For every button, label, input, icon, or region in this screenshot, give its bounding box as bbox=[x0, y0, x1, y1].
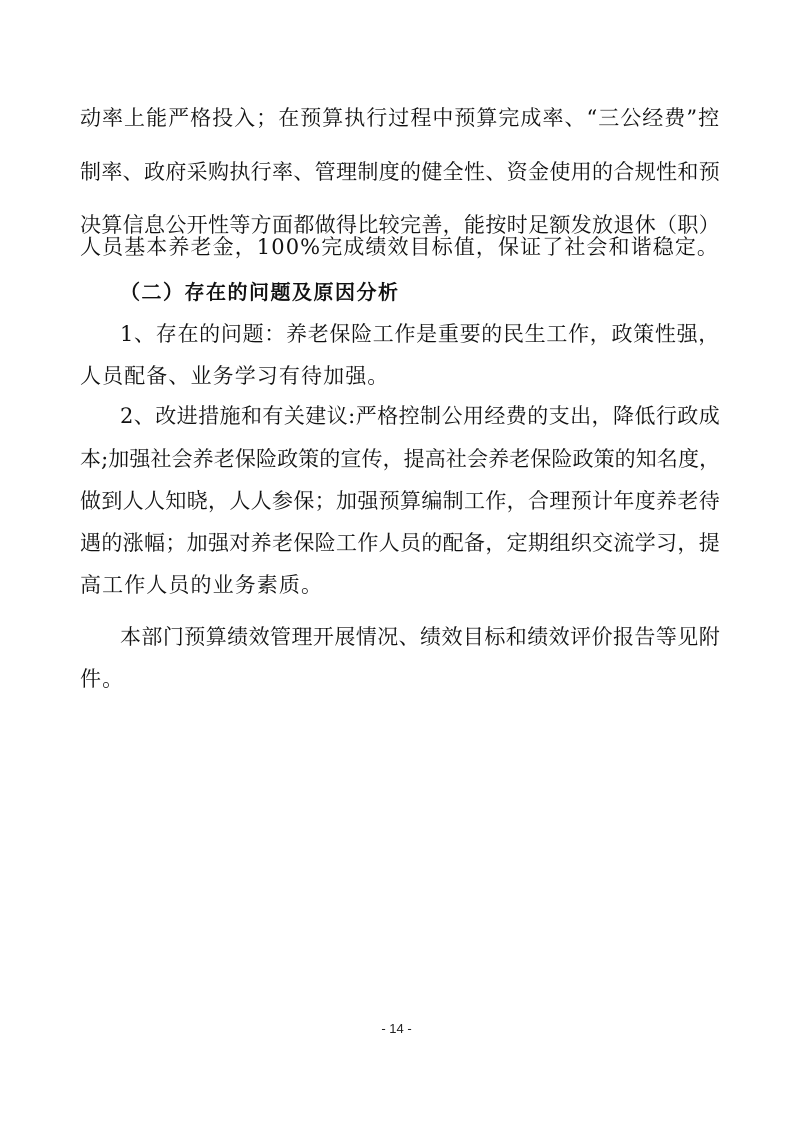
text-line: 本;加强社会养老保险政策的宣传，提高社会养老保险政策的知名度， bbox=[80, 447, 721, 471]
text-line: 人员配备、业务学习有待加强。 bbox=[80, 364, 390, 388]
page-number: - 14 - bbox=[381, 1021, 412, 1036]
text-line: 遇的涨幅；加强对养老保险工作人员的配备，定期组织交流学习，提 bbox=[80, 531, 720, 555]
text-line: 制率、政府采购执行率、管理制度的健全性、资金使用的合规性和预 bbox=[80, 160, 720, 184]
text-line: 1、存在的问题：养老保险工作是重要的民生工作，政策性强， bbox=[120, 322, 720, 346]
text-line: 2、改进措施和有关建议:严格控制公用经费的支出，降低行政成 bbox=[120, 404, 720, 428]
text-line: 动率上能严格投入；在预算执行过程中预算完成率、“三公经费”控 bbox=[80, 106, 720, 130]
text-line: 人员基本养老金，100%完成绩效目标值，保证了社会和谐稳定。 bbox=[80, 235, 720, 259]
text-line: 决算信息公开性等方面都做得比较完善，能按时足额发放退休（职） bbox=[80, 213, 720, 237]
text-line: 高工作人员的业务素质。 bbox=[80, 573, 324, 597]
text-line: 件。 bbox=[80, 667, 125, 691]
text-line: 本部门预算绩效管理开展情况、绩效目标和绩效评价报告等见附 bbox=[120, 625, 720, 649]
section-heading: （二）存在的问题及原因分析 bbox=[120, 280, 400, 304]
text-line: 做到人人知晓，人人参保；加强预算编制工作，合理预计年度养老待 bbox=[80, 489, 720, 513]
